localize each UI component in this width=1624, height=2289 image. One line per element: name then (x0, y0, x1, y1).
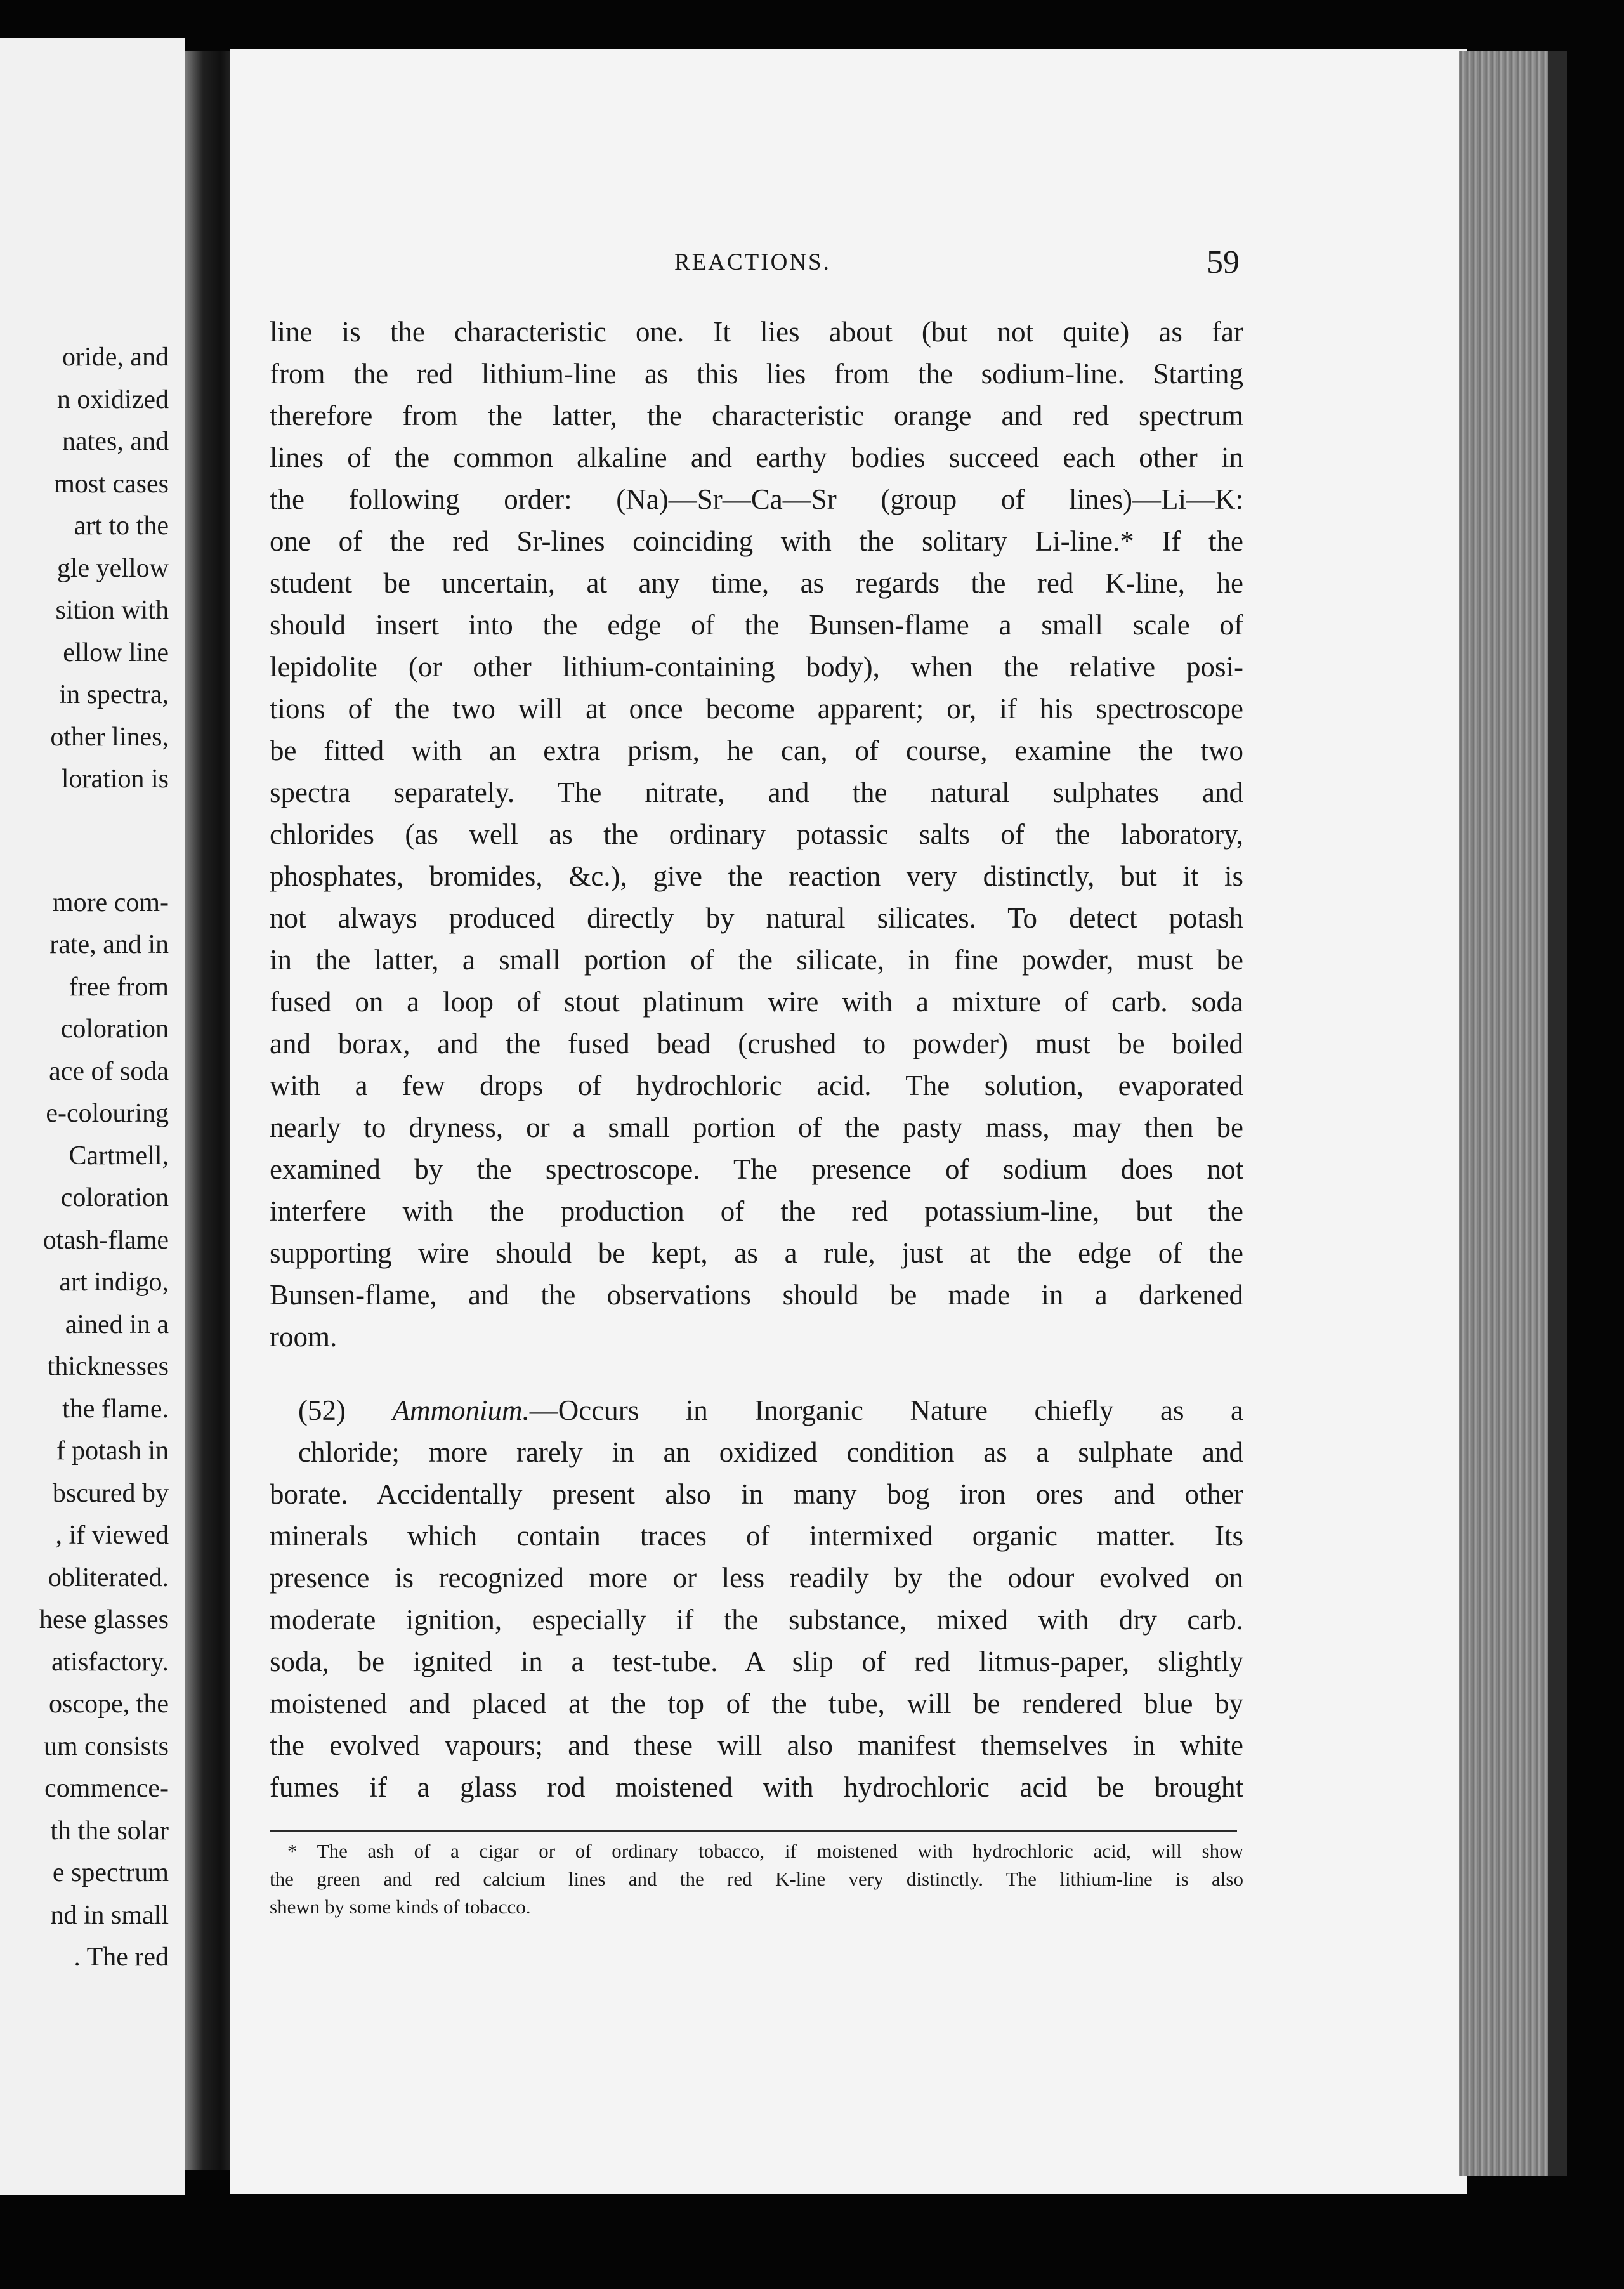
left-page-line: nates, and (62, 427, 169, 456)
text-line: presence is recognized more or less readily by the odour evolved on (270, 1562, 1243, 1594)
left-page-line: bscured by (52, 1478, 169, 1508)
left-page-line: commence- (44, 1774, 169, 1803)
left-page-line: in spectra, (59, 680, 169, 709)
left-page-line: e spectrum (52, 1858, 169, 1887)
left-page-line: atisfactory. (51, 1647, 169, 1677)
left-page-line: rate, and in (49, 930, 169, 959)
left-page-line: free from (69, 972, 169, 1002)
text-line: student be uncertain, at any time, as regards the red K-line, he (270, 567, 1243, 599)
left-page-line: nd in small (50, 1900, 169, 1930)
left-page-text (39, 336, 169, 1979)
text-line: the evolved vapours; and these will also manifest themselves in white (270, 1729, 1243, 1761)
text-line: phosphates, bromides, &c.), give the reaction very distinctly, but it is (270, 860, 1243, 892)
footnote (270, 1837, 1243, 1921)
left-page-line: the flame. (62, 1394, 169, 1424)
left-page-line: most cases (54, 469, 169, 499)
left-page-line: otash-flame (43, 1225, 169, 1255)
left-page-line: more com- (52, 888, 169, 917)
paragraph-ammonium (270, 1389, 1243, 1808)
left-page-line: art indigo, (59, 1268, 169, 1297)
section-title: Ammonium. (392, 1394, 530, 1426)
text-line: lines of the common alkaline and earthy bodies succeed each other in (270, 442, 1243, 473)
text-line: with a few drops of hydrochloric acid. The solution, evaporated (270, 1070, 1243, 1101)
book-page-edges (1459, 51, 1561, 2176)
text-line: line is the characteristic one. It lies about (but not quite) as far (270, 316, 1243, 348)
footnote-rule (270, 1830, 1237, 1832)
left-page-line: other lines, (50, 722, 169, 752)
left-page-fragment (0, 38, 185, 2195)
left-page-line: ellow line (63, 638, 169, 667)
text-line: nearly to dryness, or a small portion of the pasty mass, may then be (270, 1112, 1243, 1143)
left-page-line: e-colouring (46, 1099, 169, 1128)
text-line: be fitted with an extra prism, he can, of course, examine the two (270, 735, 1243, 766)
left-page-line: oscope, the (49, 1689, 169, 1719)
running-head: REACTIONS. (674, 249, 831, 275)
text-line: therefore from the latter, the characteristic orange and red spectrum (270, 400, 1243, 431)
paragraph-ammonium-first-line (270, 1389, 1243, 1431)
text-line: moistened and placed at the top of the tube, will be rendered blue by (270, 1688, 1243, 1719)
text-line: interfere with the production of the red potassium-line, but the (270, 1195, 1243, 1227)
left-page-line: . The red (74, 1943, 169, 1972)
section-number: (52) (298, 1394, 346, 1426)
left-page-line: sition with (55, 596, 169, 625)
text-line: * The ash of a cigar or of ordinary tobacco, if moistened with hydrochloric acid, will show (287, 1840, 1243, 1862)
text-line: one of the red Sr-lines coinciding with the solitary Li-line.* If the (270, 525, 1243, 557)
text-line: moderate ignition, especially if the substance, mixed with dry carb. (270, 1604, 1243, 1636)
left-page-line: gle yellow (56, 553, 169, 583)
text-line: borate. Accidentally present also in many bog iron ores and other (270, 1478, 1243, 1510)
text-line: fumes if a glass rod moistened with hydrochloric acid be brought (270, 1771, 1243, 1803)
left-page-line: coloration (60, 1183, 169, 1212)
text-line: examined by the spectroscope. The presence of sodium does not (270, 1153, 1243, 1185)
left-page-line: obliterated. (48, 1563, 169, 1592)
left-page-line: ace of soda (49, 1056, 169, 1086)
left-page-line: th the solar (50, 1816, 169, 1846)
text-line: lepidolite (or other lithium-containing body), when the relative posi- (270, 651, 1243, 683)
left-page-line: , if viewed (55, 1521, 169, 1550)
left-page-line: ained in a (65, 1309, 169, 1339)
page-number: 59 (1207, 244, 1240, 280)
left-page-line: f potash in (56, 1436, 169, 1466)
left-page-line: art to the (74, 511, 169, 541)
left-page-line: Cartmell, (69, 1141, 169, 1171)
left-page-line: um consists (43, 1731, 169, 1761)
text-line: chloride; more rarely in an oxidized condition as a sulphate and (298, 1436, 1243, 1468)
text-line: minerals which contain traces of intermixed organic matter. Its (270, 1520, 1243, 1552)
book-edge-shadow (1548, 51, 1567, 2176)
text-line: and borax, and the fused bead (crushed to powder) must be boiled (270, 1028, 1243, 1059)
text-line: Bunsen-flame, and the observations should be made in a darkened (270, 1279, 1243, 1311)
text-line: spectra separately. The nitrate, and the natural sulphates and (270, 777, 1243, 808)
section-first-line-rest: —Occurs in Inorganic Nature chiefly as a (529, 1394, 1243, 1426)
text-line: not always produced directly by natural silicates. To detect potash (270, 902, 1243, 934)
text-line: room. (270, 1321, 337, 1353)
left-page-line: coloration (60, 1014, 169, 1044)
text-line: the green and red calcium lines and the red K-line very distinctly. The lithium-line is also (270, 1868, 1243, 1890)
text-line: fused on a loop of stout platinum wire with a mixture of carb. soda (270, 986, 1243, 1018)
text-line: should insert into the edge of the Bunsen-flame a small scale of (270, 609, 1243, 641)
text-line: in the latter, a small portion of the silicate, in fine powder, must be (270, 944, 1243, 976)
text-line: soda, be ignited in a test-tube. A slip of red litmus-paper, slightly (270, 1646, 1243, 1677)
text-line: the following order: (Na)—Sr—Ca—Sr (group of lines)—Li—K: (270, 483, 1243, 515)
body-text (270, 311, 1243, 1808)
left-page-line: thicknesses (47, 1352, 169, 1381)
text-line: shewn by some kinds of tobacco. (270, 1896, 531, 1918)
text-line: supporting wire should be kept, as a rule, just at the edge of the (270, 1237, 1243, 1269)
paragraph-potassium-continued (270, 311, 1243, 1358)
left-page-line: n oxidized (56, 384, 169, 414)
text-line: chlorides (as well as the ordinary potassic salts of the laboratory, (270, 818, 1243, 850)
left-page-line: loration is (61, 764, 169, 794)
book-gutter (185, 51, 236, 2170)
text-line: tions of the two will at once become apparent; or, if his spectroscope (270, 693, 1243, 725)
left-page-line: hese glasses (39, 1605, 169, 1634)
left-page-line: oride, and (62, 343, 169, 372)
text-line: from the red lithium-line as this lies from the sodium-line. Starting (270, 358, 1243, 390)
